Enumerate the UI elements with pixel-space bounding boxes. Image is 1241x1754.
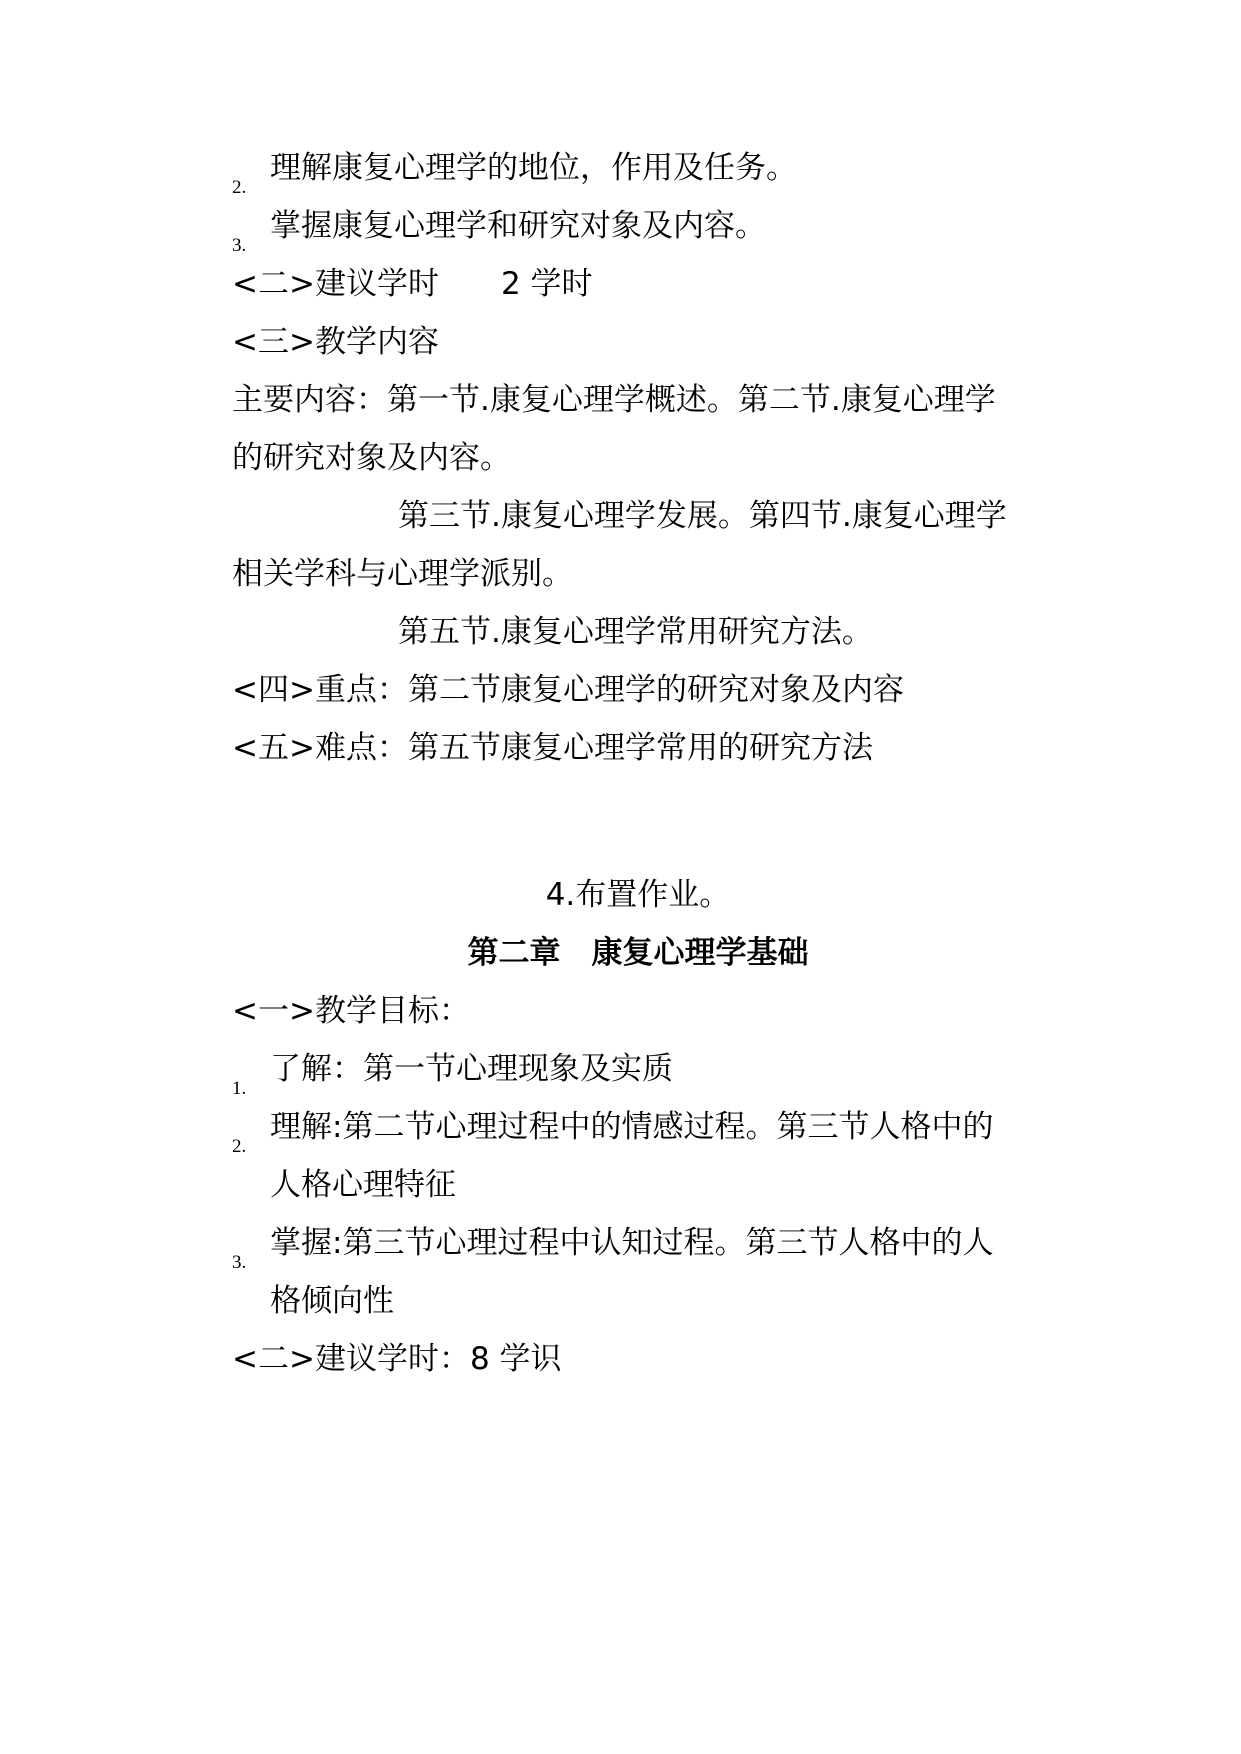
- objective-comprehend-cont: 人格心理特征: [270, 1167, 456, 1203]
- main-content-line: 第五节.康复心理学常用研究方法。: [398, 614, 873, 650]
- main-content-line: 第三节.康复心理学发展。第四节.康复心理学: [398, 498, 1007, 534]
- objective-master: 掌握:第三节心理过程中认知过程。第三节人格中的人: [270, 1225, 994, 1261]
- difficulty: <五>难点：第五节康复心理学常用的研究方法: [232, 730, 873, 766]
- homework-line: 4.布置作业。: [545, 877, 731, 913]
- objective-master-cont: 格倾向性: [270, 1283, 394, 1319]
- list-number: 2.: [232, 1136, 247, 1157]
- objective-understand: 了解：第一节心理现象及实质: [270, 1051, 673, 1087]
- objective-master: 掌握康复心理学和研究对象及内容。: [270, 208, 766, 244]
- main-content-line: 的研究对象及内容。: [232, 440, 511, 476]
- list-number: 2.: [232, 177, 247, 198]
- list-number: 3.: [232, 1252, 247, 1273]
- key-point: <四>重点：第二节康复心理学的研究对象及内容: [232, 672, 904, 708]
- objective-comprehend: 理解:第二节心理过程中的情感过程。第三节人格中的: [270, 1109, 994, 1145]
- main-content-line: 相关学科与心理学派别。: [232, 556, 573, 592]
- list-number: 3.: [232, 235, 247, 256]
- chapter-title: 第二章 康复心理学基础: [467, 935, 809, 971]
- suggested-hours: <二>建议学时：8 学识: [232, 1341, 562, 1377]
- objectives-heading: <一>教学目标：: [232, 993, 470, 1029]
- list-number: 1.: [232, 1078, 247, 1099]
- objective-understand: 理解康复心理学的地位，作用及任务。: [270, 150, 797, 186]
- suggested-hours: <二>建议学时 2 学时: [232, 266, 593, 302]
- main-content-line: 主要内容：第一节.康复心理学概述。第二节.康复心理学: [232, 382, 996, 418]
- content-heading: <三>教学内容: [232, 324, 439, 360]
